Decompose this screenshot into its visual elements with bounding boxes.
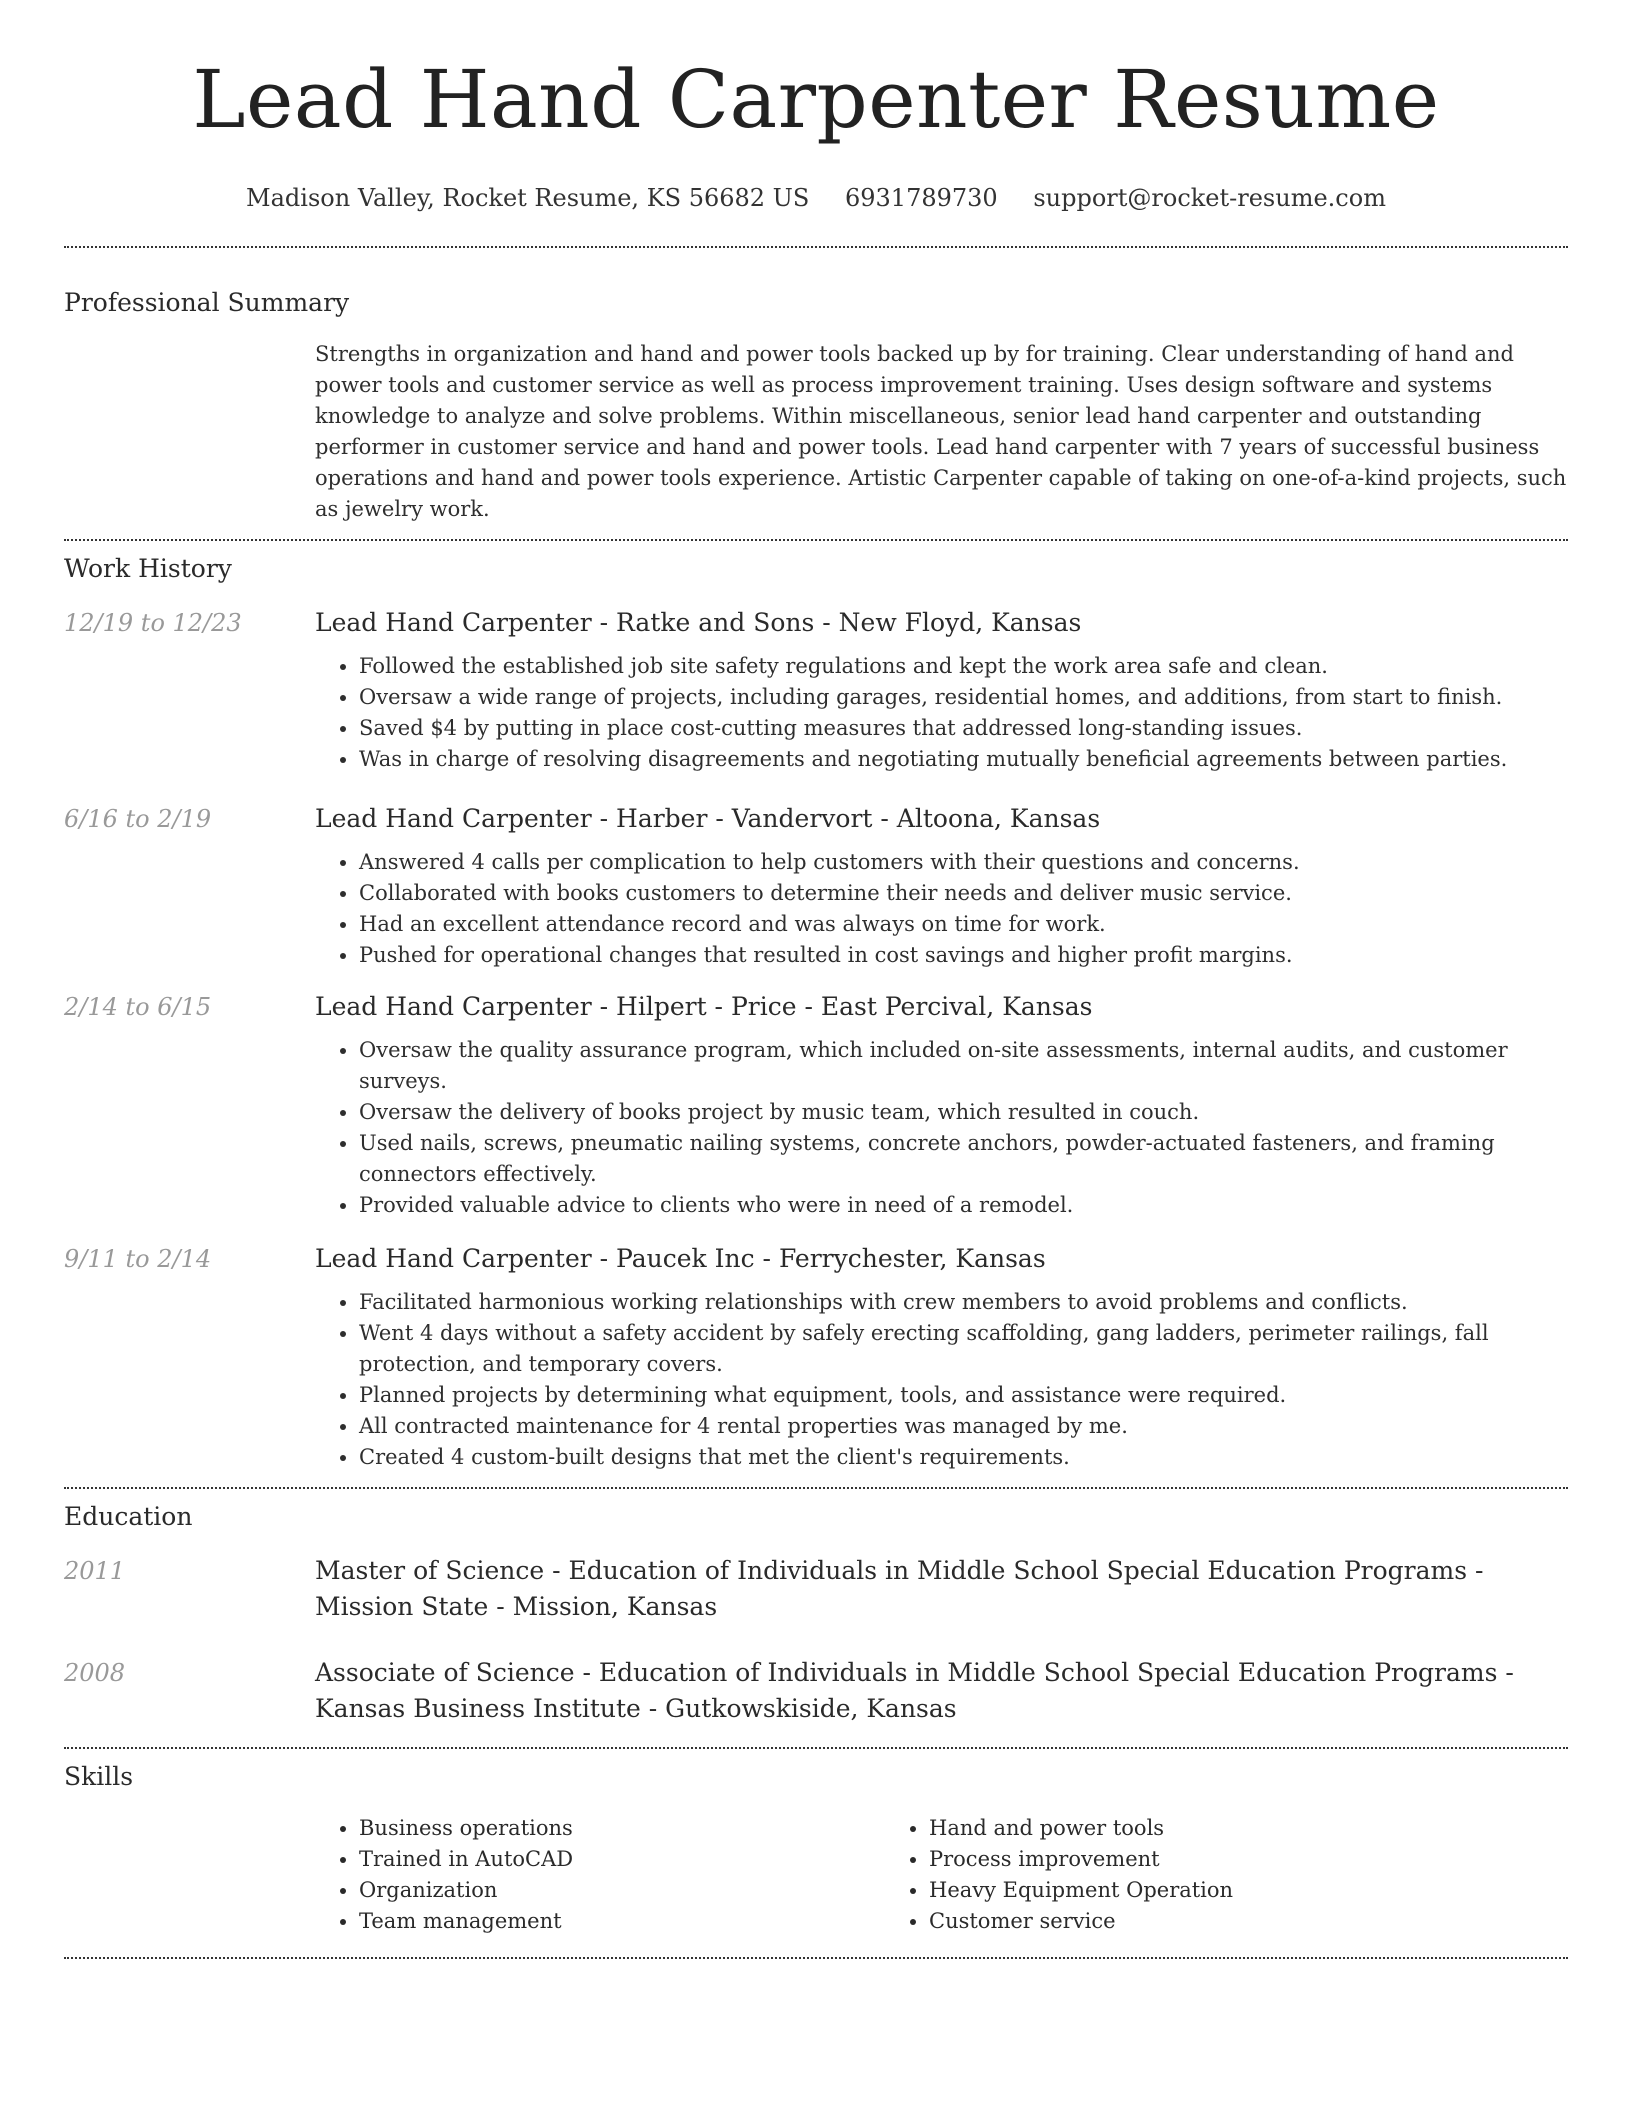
list-item: • Created 4 custom-built designs that met the client's requirements. [359,1442,1568,1473]
section-divider [64,1957,1568,1959]
job-dates: 2/14 to 6/15 [64,993,212,1021]
list-item: • Organization [359,1875,885,1906]
list-item: • Answered 4 calls per complication to help customers with their questions and concerns. [359,847,1568,878]
section-divider [64,1487,1568,1489]
job-bullets [315,847,1568,971]
job-bullets [315,1287,1568,1473]
education-year: 2008 [64,1659,126,1687]
summary-text: Strengths in organization and hand and power tools backed up by for training. Clear understanding of hand and power tools and customer service as well as process improvement training. Uses design software and systems knowledge to analyze and solve problems. Within miscellaneous, senior lead hand carpenter and outstanding performer in customer service and hand and power tools. Lead hand carpenter with 7 years of successful business operations and hand and power tools experience. Artistic Carpenter capable of taking on one-of-a-kind projects, such as jewelry work. [315,342,1567,521]
list-item: • Trained in AutoCAD [359,1844,885,1875]
list-item: • Oversaw the delivery of books project by music team, which resulted in couch. [359,1097,1568,1128]
job-entry [64,989,1568,1221]
education-entry [64,1655,1568,1727]
job-bullets [315,651,1568,775]
contact-email: support@rocket-resume.com [1033,184,1386,212]
list-item: • Oversaw the quality assurance program, which included on-site assessments, internal audits, and customer surveys. [359,1035,1568,1097]
job-body [315,1241,1568,1473]
skills-column-left [315,1813,885,1937]
job-entry [64,1241,1568,1473]
list-item: • Used nails, screws, pneumatic nailing systems, concrete anchors, powder-actuated fasteners, and framing connectors effectively. [359,1128,1568,1190]
education-title: Associate of Science - Education of Individuals in Middle School Special Education Programs - Kansas Business Institute - Gutkowskiside, Kansas [315,1658,1514,1723]
job-entry [64,801,1568,971]
education-entry [64,1553,1568,1625]
education-title: Master of Science - Education of Individuals in Middle School Special Education Programs - Mission State - Mission, Kansas [315,1556,1484,1621]
job-dates: 6/16 to 2/19 [64,805,212,833]
list-item: • Customer service [929,1906,1455,1937]
education-body [315,1553,1568,1625]
list-item: • Team management [359,1906,885,1937]
job-title: Lead Hand Carpenter - Ratke and Sons - New Floyd, Kansas [315,608,1082,637]
skills-list [315,1813,1568,1937]
section-divider [64,539,1568,541]
list-item: • Hand and power tools [929,1813,1455,1844]
education-heading: Education [64,1502,193,1531]
job-dates: 9/11 to 2/14 [64,1245,212,1273]
list-item: • Collaborated with books customers to determine their needs and deliver music service. [359,878,1568,909]
job-body [315,989,1568,1221]
job-bullets [315,1035,1568,1221]
job-title: Lead Hand Carpenter - Paucek Inc - Ferrychester, Kansas [315,1244,1046,1273]
list-item: • Facilitated harmonious working relationships with crew members to avoid problems and conflicts. [359,1287,1568,1318]
contact-address: Madison Valley, Rocket Resume, KS 56682 US [246,184,810,212]
contact-phone: 6931789730 [844,184,998,212]
list-item: • All contracted maintenance for 4 rental properties was managed by me. [359,1411,1568,1442]
job-entry [64,605,1568,775]
list-item: • Process improvement [929,1844,1455,1875]
job-title: Lead Hand Carpenter - Hilpert - Price - East Percival, Kansas [315,992,1093,1021]
list-item: • Saved $4 by putting in place cost-cutting measures that addressed long-standing issues. [359,713,1568,744]
job-body [315,605,1568,775]
list-item: • Went 4 days without a safety accident by safely erecting scaffolding, gang ladders, perimeter railings, fall protection, and temporary covers. [359,1318,1568,1380]
job-dates: 12/19 to 12/23 [64,609,242,637]
contact-line [64,182,1568,214]
list-item: • Provided valuable advice to clients who were in need of a remodel. [359,1190,1568,1221]
list-item: • Business operations [359,1813,885,1844]
list-item: • Followed the established job site safety regulations and kept the work area safe and clean. [359,651,1568,682]
skills-column-right [885,1813,1455,1937]
section-divider [64,1747,1568,1749]
summary-heading: Professional Summary [64,288,350,317]
job-body [315,801,1568,971]
job-title: Lead Hand Carpenter - Harber - Vandervort - Altoona, Kansas [315,804,1101,833]
list-item: • Oversaw a wide range of projects, including garages, residential homes, and additions, from start to finish. [359,682,1568,713]
list-item: • Planned projects by determining what equipment, tools, and assistance were required. [359,1380,1568,1411]
work-history-heading: Work History [64,554,232,583]
list-item: • Heavy Equipment Operation [929,1875,1455,1906]
skills-heading: Skills [64,1762,134,1791]
resume-title: Lead Hand Carpenter Resume [192,53,1440,146]
list-item: • Pushed for operational changes that resulted in cost savings and higher profit margins. [359,940,1568,971]
section-divider [64,246,1568,248]
list-item: • Had an excellent attendance record and was always on time for work. [359,909,1568,940]
education-body [315,1655,1568,1727]
education-year: 2011 [64,1557,126,1585]
list-item: • Was in charge of resolving disagreements and negotiating mutually beneficial agreements between parties. [359,744,1568,775]
